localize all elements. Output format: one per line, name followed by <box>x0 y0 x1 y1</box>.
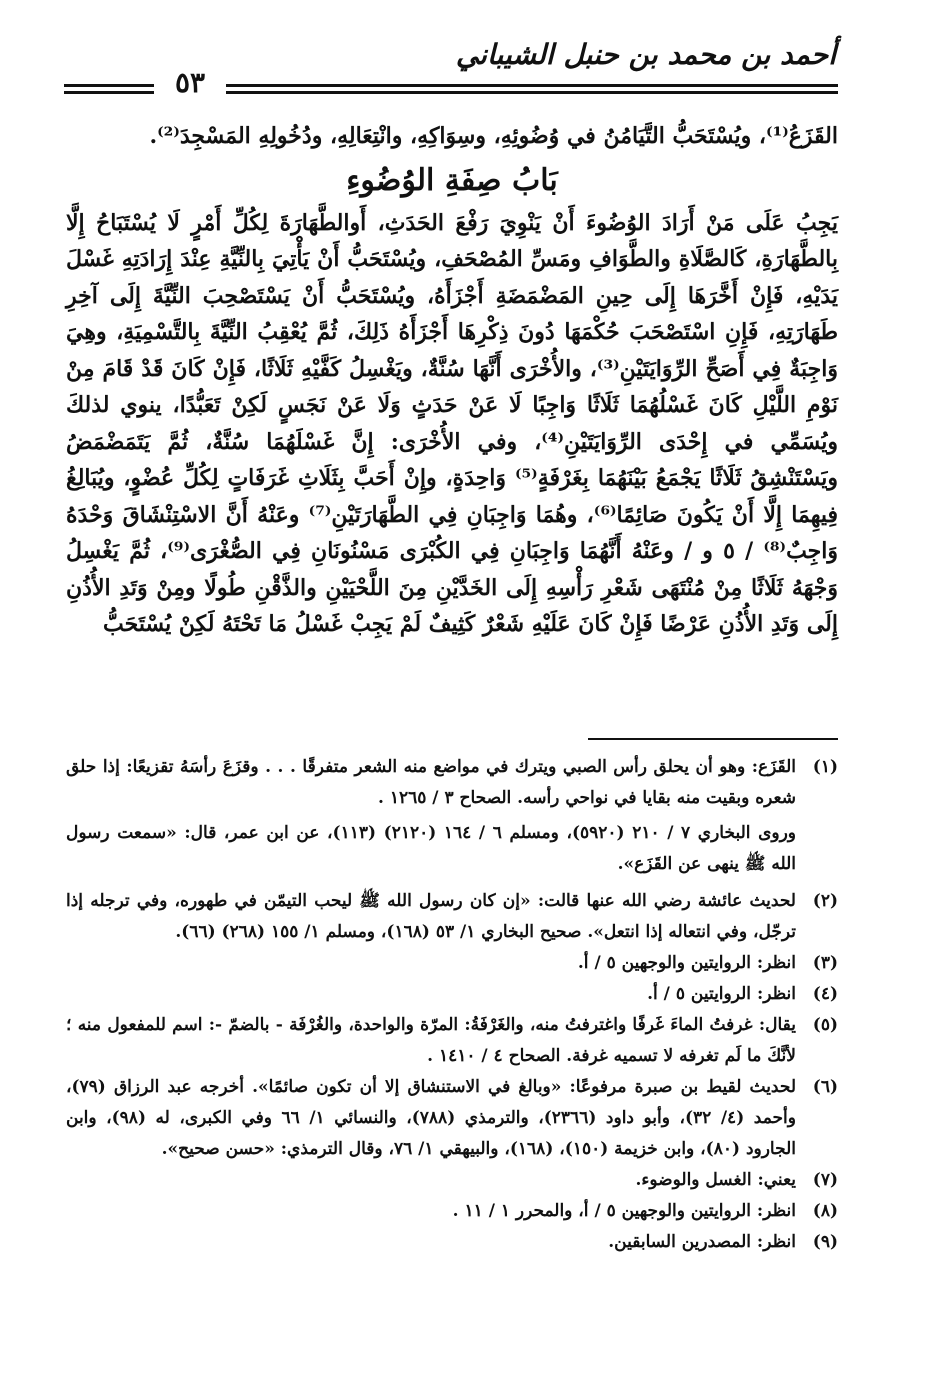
footnote-4 <box>66 979 838 1010</box>
page-number-rule <box>64 84 154 94</box>
footnote-2 <box>66 886 838 948</box>
footnote-text: انظر: الروايتين ٥ / أ. <box>647 984 796 1004</box>
intro-line: القَزَعُ⁽¹⁾، ويُسْتَحَبُّ التَّيَامُنُ في وُضُوئِهِ، وسِوَاكِهِ، وانْتِعَالِهِ، ودُخُولِهِ المَسْجِدَ⁽²⁾. <box>149 123 838 149</box>
footnote-text: القَزَع: وهو أن يحلق رأس الصبي ويترك في مواضع منه الشعر متفرقًا . . . وقزَعَ رأسَهُ تقزيعًا: إذا حلق شعره وبقيت منه بقايا في نواحي رأسه. الصحاح ٣ / ١٢٦٥ . <box>66 757 796 808</box>
footnote-number: (٣) <box>812 953 838 973</box>
footnote-7 <box>66 1165 838 1196</box>
footnote-number: (٤) <box>812 984 838 1004</box>
footnote-separator <box>588 738 838 740</box>
footnote-number: (٢) <box>812 891 838 911</box>
footnote-text: يعني: الغسل والوضوء. <box>635 1170 796 1190</box>
footnote-number: (١) <box>812 757 838 777</box>
footnote-1 <box>66 752 838 880</box>
main-paragraph: يَجِبُ عَلَى مَنْ أَرَادَ الوُضُوءَ أَنْ يَنْوِيَ رَفْعَ الحَدَثِ، أَوالطَّهَارَةَ لِكُلِّ أَمْرٍ لَا يُسْتَبَاحُ إِلَّا بِالطَّهَارَةِ، كَالصَّلَاةِ والطَّوَافِ ومَسِّ المُصْحَفِ، ويُسْتَحَبُّ أَنْ يَأْتِيَ بِالنِّيَّةِ عِنْدَ إِرَادَتِهِ غَسْلَ يَدَيْهِ، فَإِنْ أَخَّرَهَا إِلَى حِينِ المَضْمَضَةِ أَجْزَأَهُ، ويُسْتَحَبُّ أَنْ يَسْتَصْحِبَ النِّيَّةَ إِلَى آخِرِ طَهَارَتِهِ، فَإِنِ اسْتَصْحَبَ حُكْمَهَا دُونَ ذِكْرِهَا أَجْزَأَهُ ذَلِكَ، ثُمَّ يُعْقِبُ النِّيَّةَ بِالتَّسْمِيَةِ، وهِيَ وَاجِبَةٌ فِي أَصَحِّ الرِّوَايَتَيْنِ⁽³⁾، والأُخْرَى أَنَّهَا سُنَّةٌ، ويَغْسِلُ كَفَّيْهِ ثَلَاثًا، فَإِنْ كَانَ قَدْ قَامَ مِنْ نَوْمِ اللَّيْلِ كَانَ غَسْلُهُمَا ثَلَاثًا وَاجِبًا لَا عَنْ حَدَثٍ وَلَا عَنْ نَجَسٍ لَكِنْ تَعَبُّدًا، ينوي لذلكَ ويُسَمِّي في إِحْدَى الرِّوَايَتَيْنِ⁽⁴⁾، وفي الأُخْرَى: إِنَّ غَسْلَهُمَا سُنَّةٌ، ثُمَّ يَتَمَضْمَضُ ويَسْتَنْشِقُ ثَلَاثًا يَجْمَعُ بَيْنَهُمَا بِغَرْفَةٍ⁽⁵⁾ وَاحِدَةٍ، وإِنْ أَحَبَّ بِثَلَاثِ غَرَفَاتٍ لِكُلِّ عُضْوٍ، ويُبَالِغُ فِيهِمَا إِلَّا أَنْ يَكُونَ صَائِمًا⁽⁶⁾، وهُمَا وَاجِبَانِ فِي الطَّهَارَتَيْنِ⁽⁷⁾ وعَنْهُ أَنَّ الاسْتِنْشَاقَ وَحْدَهُ وَاجِبٌ⁽⁸⁾ / ٥ و / وعَنْهُ أَنَّهُمَا وَاجِبَانِ فِي الكُبْرَى مَسْنُونَانِ فِي الصُّغْرَى⁽⁹⁾، ثُمَّ يَغْسِلُ وَجْهَهُ ثَلَاثًا مِنْ مُنْتَهَى شَعْرِ رَأْسِهِ إِلَى الخَدَّيْنِ مِنَ اللَّحْيَيْنِ والذَّقْنِ طُولًا ومِنْ وَتَدِ الأُذُنِ إِلَى وَتَدِ الأُذُنِ عَرْضًا فَإِنْ كَانَ عَلَيْهِ شَعْرٌ كَثِيفٌ لَمْ يَجِبْ غَسْلُ مَا تَحْتَهُ لَكِنْ يُسْتَحَبُّ <box>66 209 839 637</box>
main-text <box>66 118 838 643</box>
footnote-3 <box>66 948 838 979</box>
footnote-number: (٨) <box>812 1201 838 1221</box>
footnote-text: لحديث عائشة رضي الله عنها قالت: «إن كان رسول الله ﷺ ليحب التيمّن في طهوره، وفي ترجله إذا ترجّل، وفي انتعاله إذا انتعل». صحيح البخاري ١/ ٥٣ (١٦٨)، ومسلم ١/ ١٥٥ (٢٦٨) (٦٦). <box>66 891 796 942</box>
header-rule <box>226 84 838 94</box>
footnote-text: يقال: غرفتُ الماءَ غَرفًا واغترفتُ منه، والغَرْفَةُ: المرّة والواحدة، والغُرْفَة - بالضمّ -: اسم للمفعول منه ؛ لأنَّكَ ما لَم تغرفه لا تسميه غرفة. الصحاح ٤ / ١٤١٠ . <box>66 1015 796 1066</box>
footnote-number: (٩) <box>812 1232 838 1252</box>
footnote-text: لحديث لقيط بن صبرة مرفوعًا: «وبالغ في الاستنشاق إلا أن تكون صائمًا». أخرجه عبد الرزاق (٧٩)، وأحمد (٤/ ٣٢)، وأبو داود (٢٣٦٦)، والترمذي (٧٨٨)، والنسائي ١/ ٦٦ وفي الكبرى، له (٩٨)، وابن الجارود (٨٠)، وابن خزيمة (١٥٠)، (١٦٨)، والبيهقي ١/ ٧٦، وقال الترمذي: «حسن صحيح». <box>66 1077 796 1159</box>
footnote-text: انظر: الروايتين والوجهين ٥ / أ. <box>577 953 796 973</box>
footnote-text: انظر: المصدرين السابقين. <box>608 1232 796 1252</box>
footnote-5 <box>66 1010 838 1072</box>
footnote-9 <box>66 1227 838 1258</box>
footnote-number: (٥) <box>812 1015 838 1035</box>
footnote-6 <box>66 1072 838 1165</box>
footnotes <box>66 752 838 1258</box>
footnote-8 <box>66 1196 838 1227</box>
footnote-number: (٧) <box>812 1170 838 1190</box>
footnote-text: وروى البخاري ٧ / ٢١٠ (٥٩٢٠)، ومسلم ٦ / ١٦٤ (٢١٢٠) (١١٣)، عن ابن عمر، قال: «سمعت رسول الله ﷺ ينهى عن القَزَع». <box>66 823 797 874</box>
page-number: ٥٣ <box>174 66 206 99</box>
chapter-title: بَابُ صِفَةِ الوُضُوءِ <box>346 162 558 198</box>
running-header-title: أحمد بن محمد بن حنبل الشيباني <box>455 38 836 71</box>
footnote-number: (٦) <box>812 1077 838 1097</box>
footnote-text: انظر: الروايتين والوجهين ٥ / أ، والمحرر ١ / ١١ . <box>452 1201 796 1221</box>
